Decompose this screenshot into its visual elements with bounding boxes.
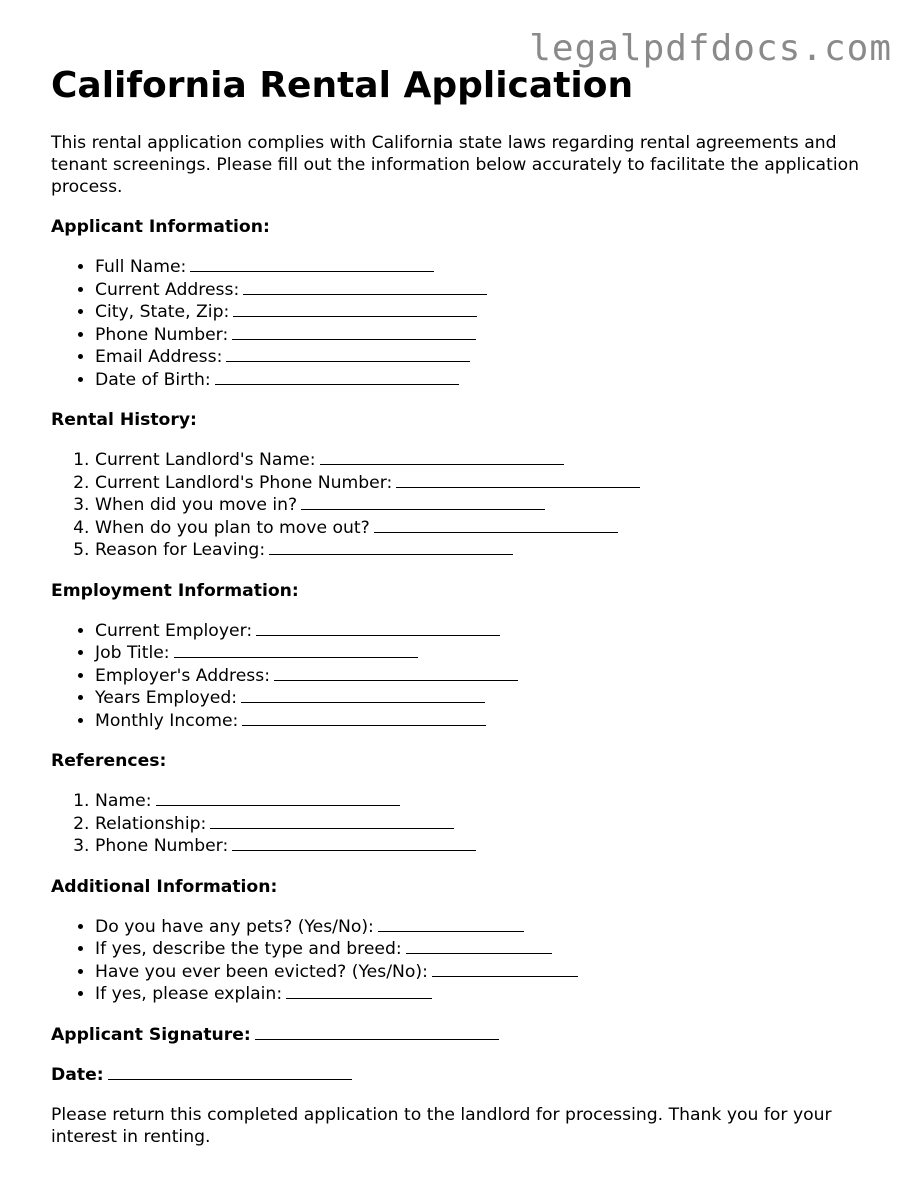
list-item xyxy=(95,916,881,939)
field-label: City, State, Zip: xyxy=(95,302,230,322)
signature-field[interactable] xyxy=(255,1024,499,1040)
full-name-field[interactable] xyxy=(190,256,434,272)
list-item xyxy=(95,494,881,517)
reference-relationship-field[interactable] xyxy=(210,813,454,829)
list-item xyxy=(95,813,881,836)
references-list xyxy=(51,790,881,858)
list-item xyxy=(95,790,881,813)
field-label: Current Address: xyxy=(95,279,240,300)
date-of-birth-field[interactable] xyxy=(215,369,459,385)
field-label: If yes, please explain: xyxy=(95,984,283,1004)
date-field[interactable] xyxy=(108,1064,352,1080)
field-label: Email Address: xyxy=(95,347,223,367)
field-label: Phone Number: xyxy=(95,836,229,856)
city-state-zip-field[interactable] xyxy=(233,301,477,317)
employment-list xyxy=(51,620,881,733)
intro-paragraph: This rental application complies with California state laws regarding rental agreements and tenant screenings. Please fill out the information below accurately to facilitate the application process. xyxy=(51,133,859,197)
landlord-phone-field[interactable] xyxy=(396,472,640,488)
job-title-field[interactable] xyxy=(174,642,418,658)
field-label: Date of Birth: xyxy=(95,369,211,390)
date-label: Date: xyxy=(51,1064,104,1085)
pets-field[interactable] xyxy=(378,916,524,932)
current-address-field[interactable] xyxy=(243,279,487,295)
list-item xyxy=(95,472,881,495)
list-item xyxy=(95,369,881,392)
reference-name-field[interactable] xyxy=(156,790,400,806)
signature-label: Applicant Signature: xyxy=(51,1024,251,1045)
list-item xyxy=(95,961,881,984)
field-label: Job Title: xyxy=(95,643,170,663)
field-label: Relationship: xyxy=(95,813,207,834)
applicant-list xyxy=(51,256,881,391)
evicted-field[interactable] xyxy=(432,961,578,977)
current-employer-field[interactable] xyxy=(256,620,500,636)
list-item xyxy=(95,642,881,665)
list-item xyxy=(95,346,881,369)
rental-history-heading: Rental History: xyxy=(51,410,197,430)
rental-history-list xyxy=(51,449,881,562)
additional-list xyxy=(51,916,881,1006)
field-label: Current Employer: xyxy=(95,620,253,641)
years-employed-field[interactable] xyxy=(241,687,485,703)
list-item xyxy=(95,517,881,540)
phone-number-field[interactable] xyxy=(232,324,476,340)
eviction-explanation-field[interactable] xyxy=(286,983,432,999)
reference-phone-field[interactable] xyxy=(232,835,476,851)
field-label: Reason for Leaving: xyxy=(95,540,266,560)
field-label: When do you plan to move out? xyxy=(95,517,370,538)
list-item xyxy=(95,279,881,302)
field-label: Years Employed: xyxy=(95,688,238,708)
field-label: Have you ever been evicted? (Yes/No): xyxy=(95,961,428,982)
field-label: Full Name: xyxy=(95,257,187,277)
list-item xyxy=(95,301,881,324)
monthly-income-field[interactable] xyxy=(242,710,486,726)
additional-heading: Additional Information: xyxy=(51,876,278,897)
landlord-name-field[interactable] xyxy=(320,449,564,465)
list-item xyxy=(95,665,881,688)
employer-address-field[interactable] xyxy=(274,665,518,681)
pet-breed-field[interactable] xyxy=(406,938,552,954)
watermark: legalpdfdocs.com xyxy=(529,28,892,69)
list-item xyxy=(95,256,881,279)
move-out-field[interactable] xyxy=(374,517,618,533)
field-label: When did you move in? xyxy=(95,495,298,515)
move-in-field[interactable] xyxy=(301,494,545,510)
field-label: Do you have any pets? (Yes/No): xyxy=(95,916,374,937)
list-item xyxy=(95,539,881,562)
field-label: If yes, describe the type and breed: xyxy=(95,939,402,959)
list-item xyxy=(95,620,881,643)
field-label: Current Landlord's Phone Number: xyxy=(95,472,393,493)
field-label: Employer's Address: xyxy=(95,665,270,686)
reason-for-leaving-field[interactable] xyxy=(269,539,513,555)
list-item xyxy=(95,983,881,1006)
field-label: Monthly Income: xyxy=(95,710,239,731)
field-label: Phone Number: xyxy=(95,324,229,345)
list-item xyxy=(95,449,881,472)
list-item xyxy=(95,835,881,858)
list-item xyxy=(95,324,881,347)
signature-row xyxy=(51,1024,881,1046)
email-address-field[interactable] xyxy=(226,346,470,362)
list-item xyxy=(95,710,881,733)
employment-heading: Employment Information: xyxy=(51,580,299,601)
date-row xyxy=(51,1064,881,1086)
closing-paragraph: Please return this completed application to the landlord for processing. Thank you for your interest in renting. xyxy=(51,1104,832,1147)
list-item xyxy=(95,687,881,710)
applicant-heading: Applicant Information: xyxy=(51,217,270,237)
references-heading: References: xyxy=(51,751,167,771)
page-title: California Rental Application xyxy=(51,65,634,106)
document-page xyxy=(51,62,881,1148)
list-item xyxy=(95,938,881,961)
field-label: Name: xyxy=(95,791,152,811)
field-label: Current Landlord's Name: xyxy=(95,450,316,470)
